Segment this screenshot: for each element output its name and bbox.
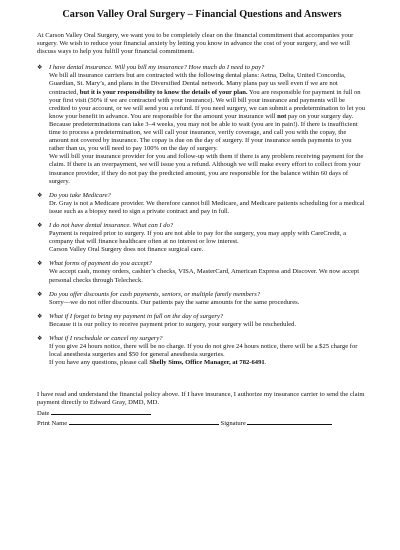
qa-payment-forms xyxy=(37,260,367,284)
diamond-bullet-icon: ❖ xyxy=(37,336,43,342)
diamond-bullet-icon: ❖ xyxy=(37,261,43,268)
question-forgot-payment: What if I forget to bring my payment in full on the day of surgery? xyxy=(49,312,224,320)
answer-insurance-part1: We bill all insurance carriers but are contracted with the following dental plans: Aetna, Delta, United Concordia, Guardian, St. Mary’s, and plans in the Diversified Dental network. Many plans pay us well even if we are not contracted, xyxy=(49,72,346,96)
office-manager-contact: Shelly Sims, Office Manager, at 782-6491 xyxy=(149,359,265,367)
answer-discounts: Sorry—we do not offer discounts. Our patients pay the same amounts for the same procedures. xyxy=(49,298,300,306)
qa-no-insurance xyxy=(37,222,367,254)
answer-insurance-part2: You are responsible for payment in full on your first visit (50% if we are contracted with your insurance). We will bill your insurance and payments will be credited to your account, or we will send you a refund. If you need surgery, we can submit a predetermination to let you know your benefit in advance. You are responsible for the amount your insurance will xyxy=(49,88,366,120)
diamond-bullet-icon: ❖ xyxy=(37,313,43,320)
signature-block xyxy=(37,408,367,429)
signature-field-line[interactable] xyxy=(247,418,332,425)
answer-insurance-part3: pay on your surgery day. Because predeterminations can take 3–4 weeks, you may not be able to wait (you are in pain!). If there is insufficient time to process a predetermination, we will call your insurance, verify coverage, and call you with the copay, the amount not covered by insurance. The copay is due on the day of surgery. If your insurance sends payments to you rather than us, you will need to pay 100% on the day of surgery. xyxy=(49,112,358,153)
answer-reschedule-end: . xyxy=(264,359,267,367)
question-payment-forms: What forms of payment do you accept? xyxy=(49,260,152,268)
answer-insurance-emphasis: but it is your responsibility to know the details of your plan. xyxy=(79,88,248,96)
diamond-bullet-icon: ❖ xyxy=(37,222,43,229)
signature-label: Signature xyxy=(220,420,246,428)
name-signature-row xyxy=(37,418,367,428)
question-reschedule: What if I reschedule or cancel my surgery? xyxy=(49,335,163,342)
diamond-bullet-icon: ❖ xyxy=(37,65,43,72)
question-medicare: Do you take Medicare? xyxy=(49,191,111,199)
date-field-line[interactable] xyxy=(51,408,151,415)
qa-insurance xyxy=(37,64,367,185)
date-label: Date xyxy=(37,409,50,417)
qa-discounts xyxy=(37,291,367,307)
answer-insurance-not: not xyxy=(277,112,287,120)
answer-insurance-part4: We will bill your insurance provider for you and follow-up with them if there is any problem receiving payment for the claim. If there is an overpayment, we will issue you a refund. Although we will make every effort to collect from your insurance provider, if they do not pay the predicted amount, you are responsible for the balance within 60 days of surgery. xyxy=(49,153,364,185)
acknowledgement-paragraph: I have read and understand the financial policy above. If I have insurance, I authorize my insurance carrier to send the claim payment directly to Edward Gray, DMD, MD. xyxy=(37,391,365,407)
answer-payment-forms: We accept cash, money orders, cashier’s checks, VISA, MasterCard, American Express and Discover. We now accept personal checks through Telecheck. xyxy=(49,268,360,284)
answer-forgot-payment: Because it is our policy to receive payment prior to surgery, your surgery will be rescheduled. xyxy=(49,320,297,328)
answer-medicare: Dr. Gray is not a Medicare provider. We therefore cannot bill Medicare, and Medicare patients scheduling for a medical issue such as a biopsy need to sign a private contract and pay in full. xyxy=(49,199,365,215)
diamond-bullet-icon: ❖ xyxy=(37,291,43,298)
question-discounts: Do you offer discounts for cash payments, seniors, or multiple family members? xyxy=(49,290,261,298)
answer-no-insurance-part1: Payment is required prior to surgery. If you are not able to pay for the surgery, you may apply with CareCredit, a company that will finance healthcare often at no interest or low interest. xyxy=(49,230,347,246)
qa-reschedule xyxy=(37,335,367,367)
question-insurance: I have dental insurance. Will you bill my insurance? How much do I need to pay? xyxy=(49,64,265,72)
print-name-field-line[interactable] xyxy=(69,418,219,425)
answer-reschedule-part2: If you have any questions, please call xyxy=(49,359,148,367)
answer-reschedule-part1: If you give 24 hours notice, there will be no charge. If you do not give 24 hours notice, there will be a $25 charge for local anesthesia surgeries and $50 for general anesthesia surgeries. xyxy=(49,343,358,359)
print-name-label: Print Name xyxy=(37,420,68,428)
date-row xyxy=(37,408,367,418)
document-title: Carson Valley Oral Surgery – Financial Questions and Answers xyxy=(62,9,342,20)
qa-forgot-payment xyxy=(37,313,367,329)
qa-medicare xyxy=(37,192,367,216)
intro-paragraph: At Carson Valley Oral Surgery, we want you to be completely clear on the financial commitment that accompanies your surgery. We wish to reduce your financial anxiety by letting you know in advance the cost of your surgery, and we will discuss ways to help you fulfill your financial commitment. xyxy=(37,32,354,56)
diamond-bullet-icon: ❖ xyxy=(37,192,43,199)
answer-no-insurance-part2: Carson Valley Oral Surgery does not finance surgical care. xyxy=(49,246,204,254)
question-no-insurance: I do not have dental insurance. What can I do? xyxy=(49,221,174,229)
